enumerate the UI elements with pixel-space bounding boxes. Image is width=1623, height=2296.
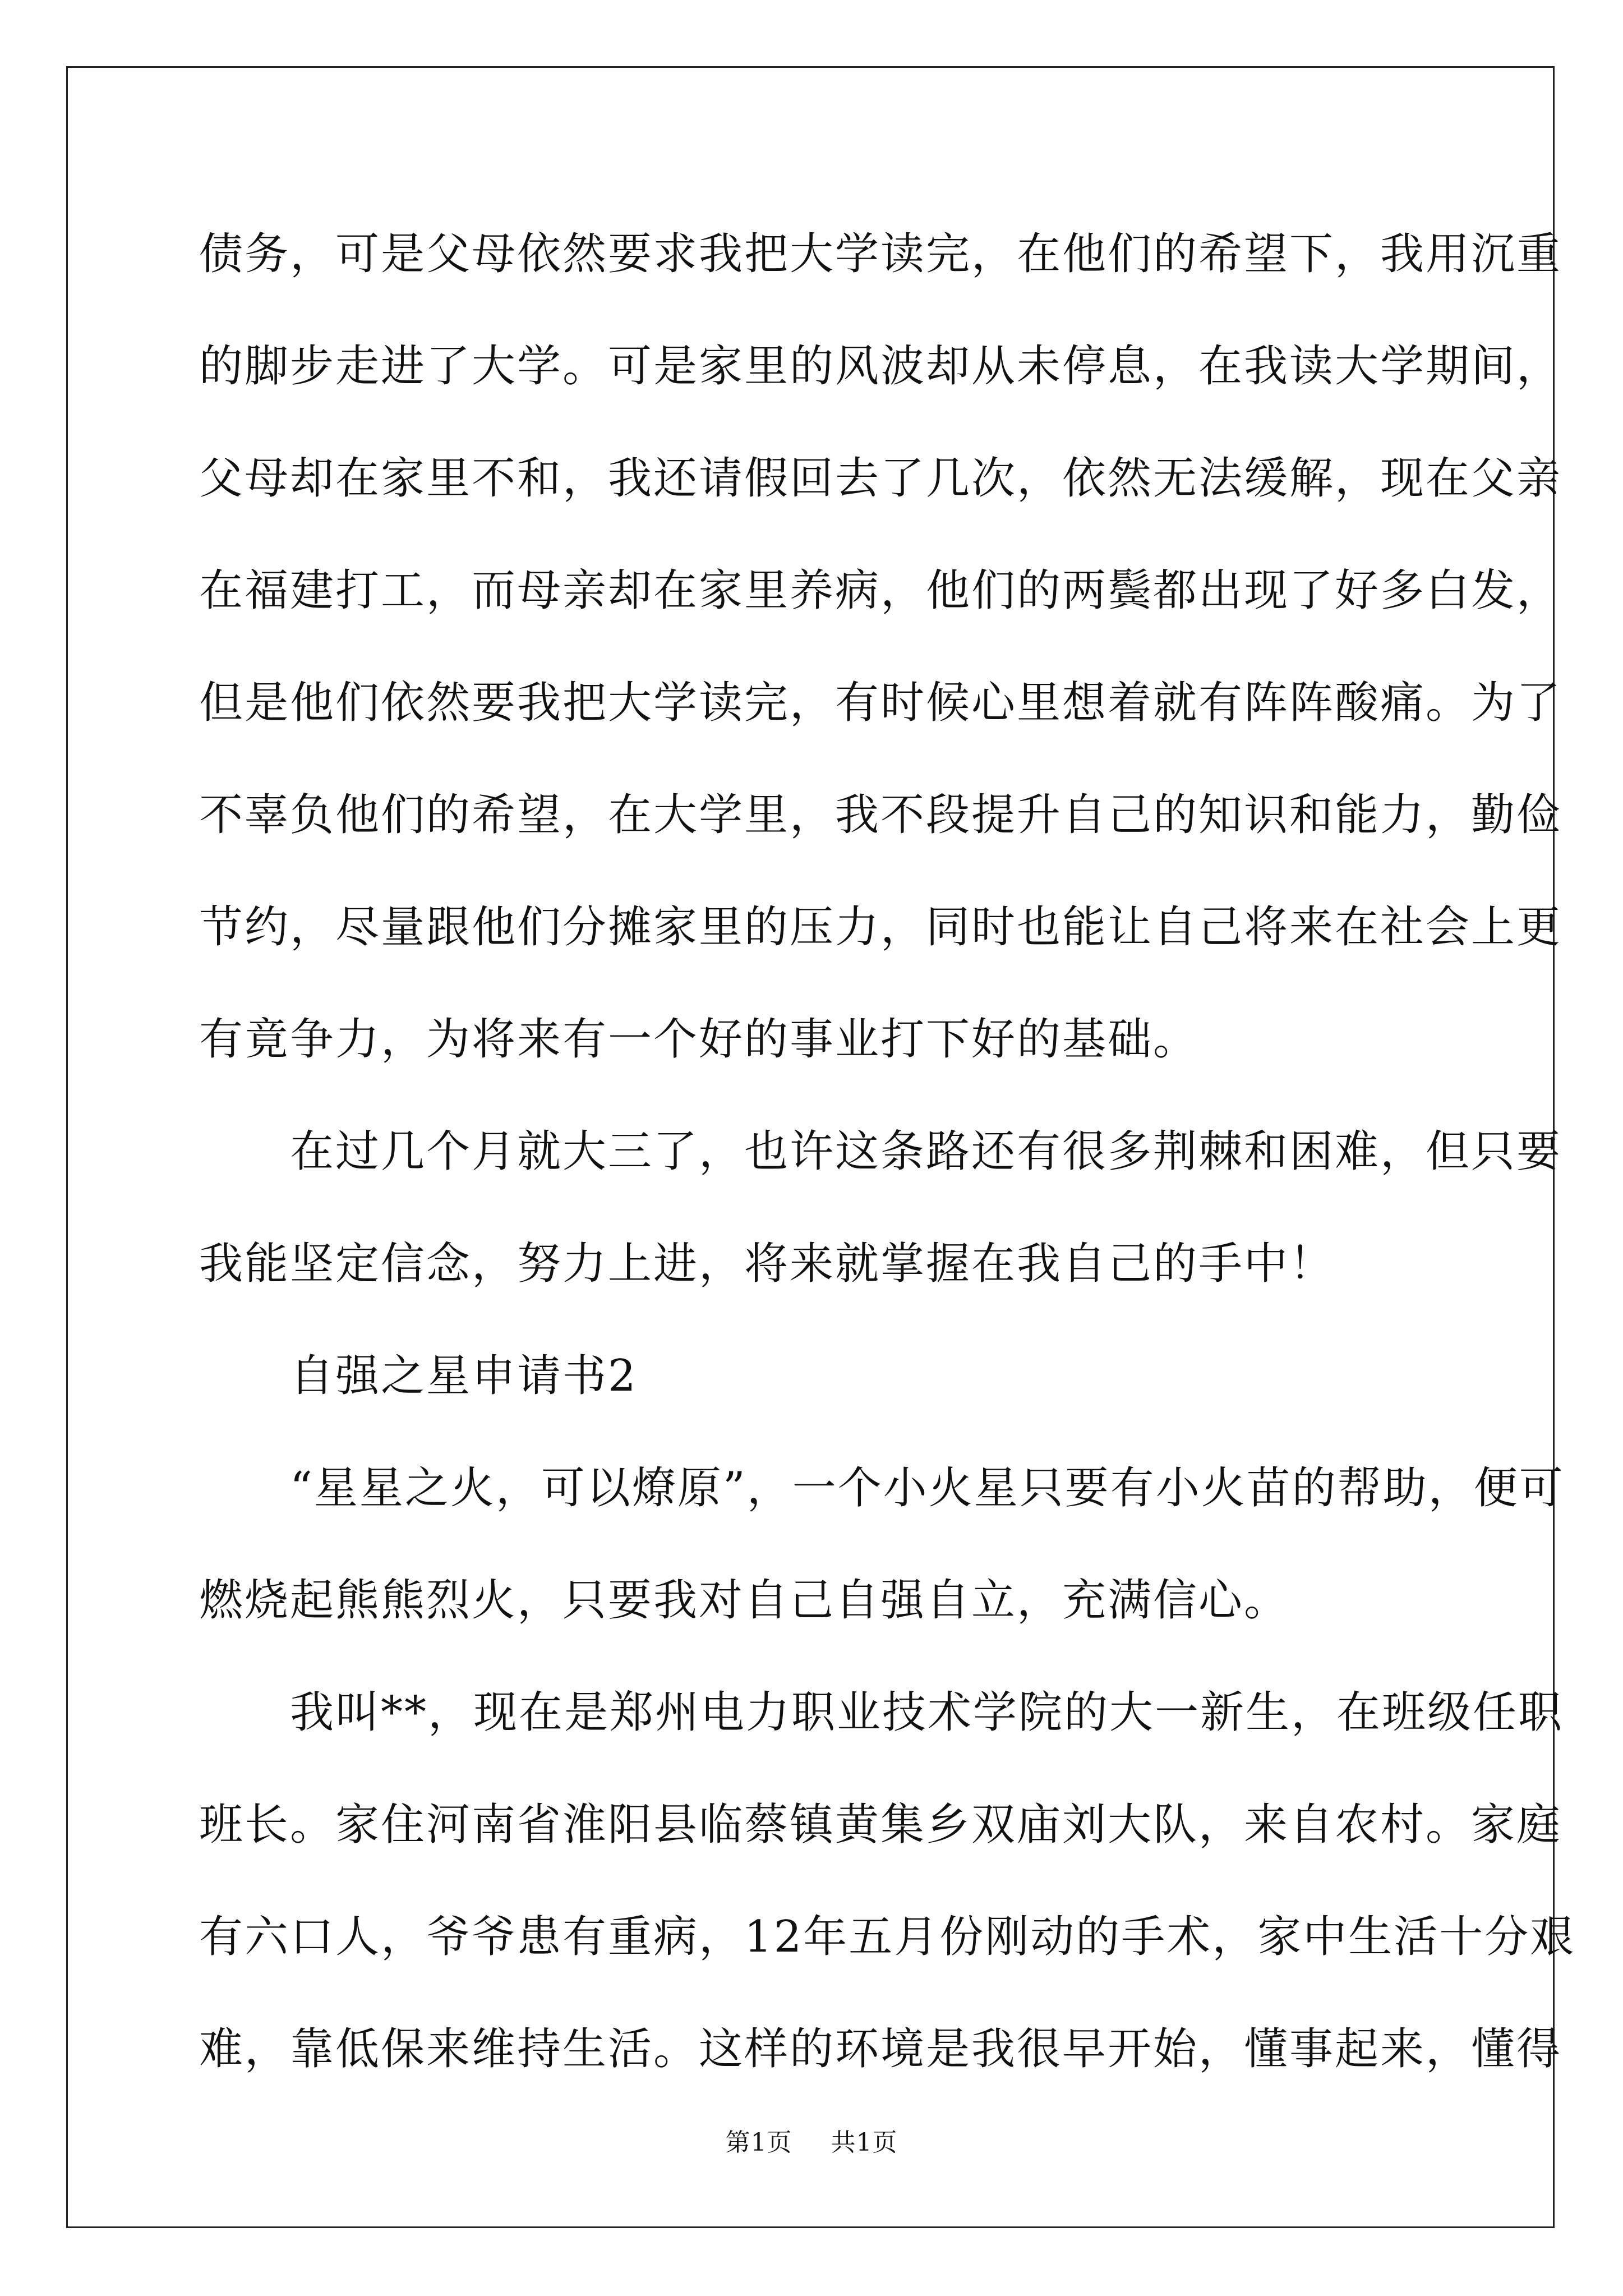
document-body — [199, 222, 1576, 2129]
page-number: 第1页 — [725, 2128, 792, 2157]
text-line: 节约，尽量跟他们分摊家里的压力，同时也能让自己将来在社会上更 — [199, 902, 1562, 953]
text-line: 难，靠低保来维持生活。这样的环境是我很早开始，懂事起来，懂得 — [199, 2024, 1562, 2074]
text-line: 在过几个月就大三了，也许这条路还有很多荆棘和困难，但只要 — [199, 1126, 1562, 1177]
text-line: 有六口人，爷爷患有重病，12年五月份刚动的手术，家中生活十分艰 — [199, 1912, 1576, 1962]
text-line: 班长。家住河南省淮阳县临蔡镇黄集乡双庙刘大队，来自农村。家庭 — [199, 1800, 1562, 1850]
page-footer — [0, 2129, 1623, 2157]
text-line: 不辜负他们的希望，在大学里，我不段提升自己的知识和能力，勤俭 — [199, 790, 1562, 840]
text-line: 在福建打工，而母亲却在家里养病，他们的两鬓都出现了好多白发， — [199, 565, 1562, 616]
text-line: “星星之火，可以燎原”，一个小火星只要有小火苗的帮助，便可 — [199, 1463, 1565, 1513]
section-heading: 自强之星申请书2 — [199, 1351, 638, 1401]
text-line: 我叫**，现在是郑州电力职业技术学院的大一新生，在班级任职 — [199, 1687, 1564, 1738]
text-line: 债务，可是父母依然要求我把大学读完，在他们的希望下，我用沉重 — [199, 229, 1562, 279]
page-total: 共1页 — [831, 2128, 898, 2157]
text-line: 我能坚定信念，努力上进，将来就掌握在我自己的手中！ — [199, 1239, 1335, 1289]
text-line: 的脚步走进了大学。可是家里的风波却从未停息，在我读大学期间， — [199, 341, 1562, 392]
text-line: 父母却在家里不和，我还请假回去了几次，依然无法缓解，现在父亲 — [199, 453, 1562, 504]
text-line: 但是他们依然要我把大学读完，有时候心里想着就有阵阵酸痛。为了 — [199, 678, 1562, 728]
text-line: 有竟争力，为将来有一个好的事业打下好的基础。 — [199, 1014, 1199, 1065]
text-line: 燃烧起熊熊烈火，只要我对自己自强自立，充满信心。 — [199, 1575, 1290, 1626]
